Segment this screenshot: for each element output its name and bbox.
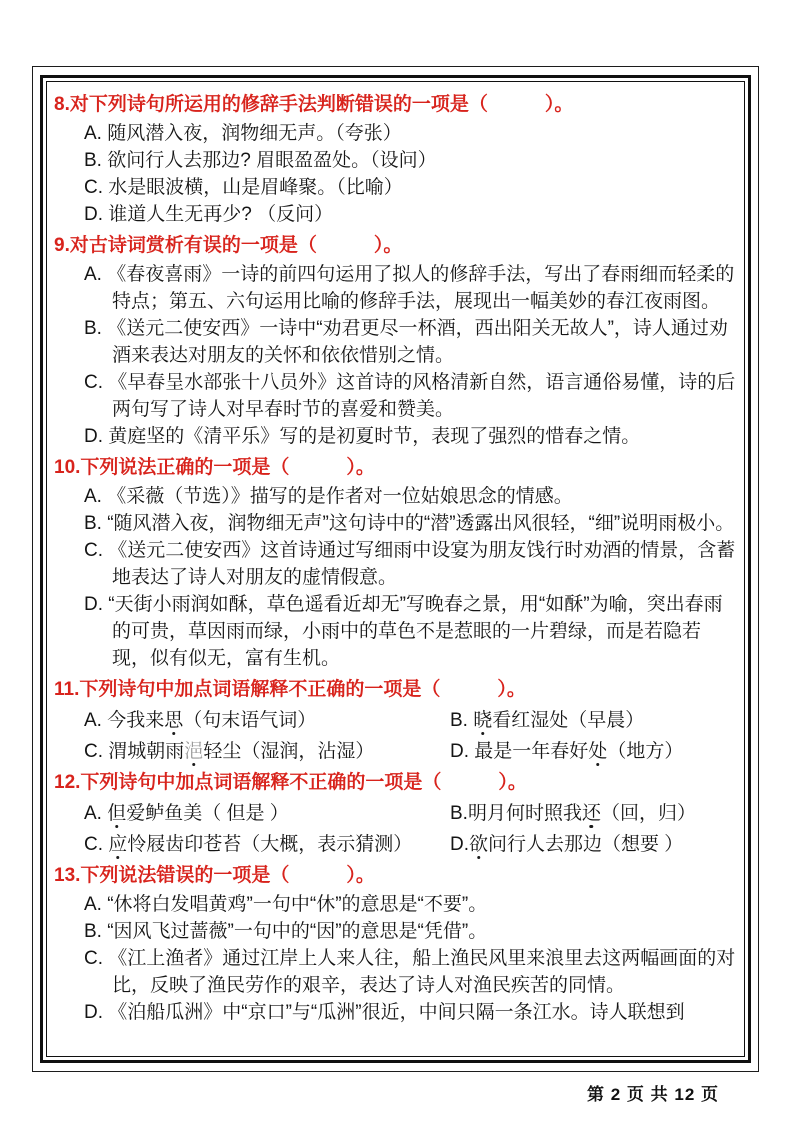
option-text: 最是一年春好: [474, 741, 589, 762]
emphasized-char: 处: [588, 741, 608, 762]
question-stem: [54, 454, 738, 481]
option-row: [84, 831, 738, 858]
option-label: D.: [84, 204, 109, 225]
option-text: 问行人去那边（想要 ）: [488, 834, 684, 855]
option-c: [84, 945, 738, 999]
option-label: C.: [84, 948, 109, 969]
option-label: D.: [84, 1002, 109, 1023]
question-stem-text: 对下列诗句所运用的修辞手法判断错误的一项是（ ）。: [69, 94, 574, 115]
question-block: [54, 232, 738, 450]
question-stem: [54, 676, 738, 703]
option-text: 《送元二使安西》一诗中“劝君更尽一杯酒，西出阳关无故人”，诗人通过劝酒来表达对朋友的关怀和依依惜别之情。: [107, 318, 728, 366]
option-d: [84, 591, 738, 672]
option-label: C.: [84, 540, 109, 561]
emphasized-char: 晓: [473, 710, 493, 731]
question-number: 9.: [54, 235, 70, 256]
option-text: 《泊船瓜洲》中“京口”与“瓜洲”很近，中间只隔一条江水。诗人联想到: [108, 1002, 685, 1023]
option-label: A.: [84, 264, 108, 285]
option-text: 《早春呈水部张十八员外》这首诗的风格清新自然，语言通俗易懂，诗的后两句写了诗人对早春时节的喜爱和赞美。: [108, 372, 736, 420]
option-b: [84, 315, 738, 369]
option-d: [84, 423, 738, 450]
option-row: [84, 800, 738, 827]
question-stem-text: 下列诗句中加点词语解释不正确的一项是（ ）。: [79, 679, 526, 700]
option-b: [84, 147, 738, 174]
option-label: A.: [84, 894, 108, 915]
option-text: “休将白发唱黄鸡”一句中“休”的意思是“不要”。: [107, 894, 488, 915]
questions-area: [47, 82, 744, 1026]
option-b: [450, 800, 738, 827]
option-text: “随风潜入夜，润物细无声”这句诗中的“潜”透露出风很轻，“细”说明雨极小。: [107, 513, 735, 534]
option-text: 谁道人生无再少? （反问）: [108, 204, 334, 225]
option-text: （地方）: [607, 741, 684, 762]
option-d: [450, 738, 738, 765]
option-b: [84, 918, 738, 945]
option-label: B.: [84, 513, 108, 534]
option-a: [84, 120, 738, 147]
page-number-text: 第 2 页 共 12 页: [587, 1085, 719, 1104]
option-c: [84, 174, 738, 201]
question-stem-text: 下列说法错误的一项是（ ）。: [80, 865, 375, 886]
emphasized-char: 但: [107, 803, 127, 824]
option-text: 《送元二使安西》这首诗通过写细雨中设宴为朋友饯行时劝酒的情景，含蓄地表达了诗人对朋友的虚情假意。: [108, 540, 736, 588]
option-text: 黄庭坚的《清平乐》写的是初夏时节，表现了强烈的惜春之情。: [108, 426, 641, 447]
option-label: B.: [84, 921, 108, 942]
option-text: 《采薇（节选）》描写的是作者对一位姑娘思念的情感。: [107, 486, 573, 507]
question-block: [54, 769, 738, 858]
question-stem-text: 下列诗句中加点词语解释不正确的一项是（ ）。: [80, 772, 527, 793]
option-c: [84, 537, 738, 591]
option-a: [84, 707, 450, 734]
emphasized-char: 浥: [184, 741, 204, 762]
option-text: 今我来: [107, 710, 165, 731]
option-text: 欲问行人去那边? 眉眼盈盈处。（设问）: [107, 150, 437, 171]
option-text: “因风飞过蔷薇”一句中的“因”的意思是“凭借”。: [107, 921, 488, 942]
option-label: C.: [84, 834, 109, 855]
option-text: “天街小雨润如酥，草色遥看近却无”写晚春之景，用“如酥”为喻，突出春雨的可贵，草因雨而绿，小雨中的草色不是惹眼的一片碧绿，而是若隐若现，似有似无，富有生机。: [108, 594, 723, 669]
option-a: [84, 483, 738, 510]
option-label: C.: [84, 177, 109, 198]
question-block: [54, 862, 738, 1026]
option-label: D.: [450, 741, 475, 762]
option-text: 《江上渔者》通过江岸上人来人往，船上渔民风里来浪里去这两幅画面的对比，反映了渔民劳作的艰辛，表达了诗人对渔民疾苦的同情。: [108, 948, 736, 996]
question-stem-text: 下列说法正确的一项是（ ）。: [80, 457, 375, 478]
option-label: A.: [84, 803, 108, 824]
option-c: [84, 369, 738, 423]
option-text: 水是眼波横，山是眉峰聚。（比喻）: [108, 177, 403, 198]
option-label: D.: [84, 594, 109, 615]
emphasized-char: 欲: [469, 834, 489, 855]
option-label: B.: [84, 318, 108, 339]
option-c: [84, 831, 450, 858]
option-label: D.: [450, 834, 469, 855]
question-stem: [54, 232, 738, 259]
question-number: 8.: [54, 94, 70, 115]
option-label: A.: [84, 123, 108, 144]
question-number: 12.: [54, 772, 81, 793]
option-text: （回，归）: [600, 803, 696, 824]
option-a: [84, 261, 738, 315]
option-label: B.: [84, 150, 108, 171]
option-a: [84, 800, 450, 827]
option-b: [450, 707, 738, 734]
option-text: （句末语气词）: [183, 710, 317, 731]
page-footer: [0, 1060, 719, 1122]
question-stem: [54, 769, 738, 796]
question-block: [54, 91, 738, 228]
emphasized-char: 还: [581, 803, 601, 824]
option-label: B.: [450, 803, 468, 824]
option-d: [84, 999, 738, 1026]
option-label: B.: [450, 710, 474, 731]
question-number: 13.: [54, 865, 81, 886]
option-row: [84, 738, 738, 765]
option-b: [84, 510, 738, 537]
question-stem-text: 对古诗词赏析有误的一项是（ ）。: [69, 235, 403, 256]
option-label: D.: [84, 426, 109, 447]
option-text: 明月何时照我: [467, 803, 582, 824]
option-label: A.: [84, 486, 108, 507]
option-text: 爱鲈鱼美（ 但是 ）: [126, 803, 289, 824]
question-block: [54, 676, 738, 765]
inner-border-thick: [40, 75, 751, 1063]
question-block: [54, 454, 738, 672]
inner-border-thin: [46, 81, 745, 1057]
option-label: A.: [84, 710, 108, 731]
option-text: 随风潜入夜，润物细无声。（夸张）: [107, 123, 402, 144]
option-c: [84, 738, 450, 765]
option-label: C.: [84, 372, 109, 393]
option-text: 轻尘（湿润，沾湿）: [203, 741, 375, 762]
question-number: 11.: [54, 679, 80, 700]
option-label: C.: [84, 741, 109, 762]
question-stem: [54, 862, 738, 889]
option-text: 怜屐齿印苍苔（大概，表示猜测）: [127, 834, 413, 855]
emphasized-char: 思: [164, 710, 184, 731]
option-text: 看红湿处（早晨）: [492, 710, 645, 731]
option-d: [84, 201, 738, 228]
option-row: [84, 707, 738, 734]
option-text: 《春夜喜雨》一诗的前四句运用了拟人的修辞手法，写出了春雨细而轻柔的特点；第五、六句运用比喻的修辞手法，展现出一幅美妙的春江夜雨图。: [107, 264, 735, 312]
option-a: [84, 891, 738, 918]
option-text: 渭城朝雨: [108, 741, 185, 762]
option-d: [450, 831, 738, 858]
question-stem: [54, 91, 738, 118]
emphasized-char: 应: [108, 834, 128, 855]
question-number: 10.: [54, 457, 81, 478]
outer-border: [32, 66, 759, 1072]
